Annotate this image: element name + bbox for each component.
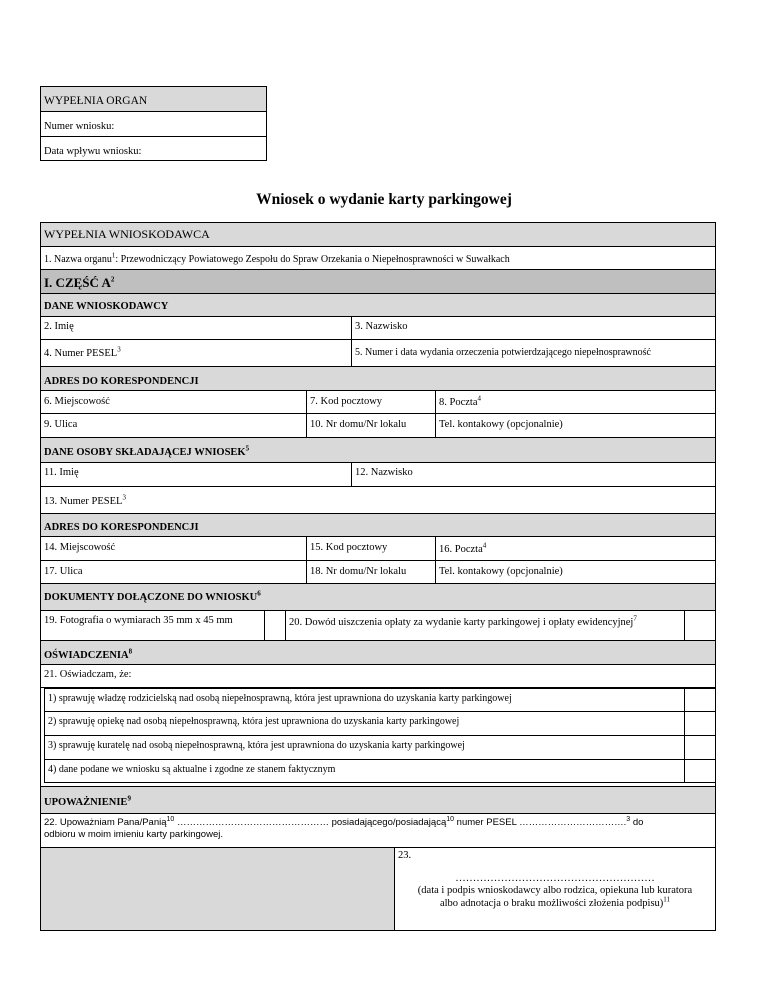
submitter-first-name-field[interactable]: 11. Imię: [40, 462, 352, 487]
address2-street-field[interactable]: 17. Ulica: [40, 560, 307, 584]
statement-checkbox-4[interactable]: [684, 759, 716, 783]
organ-box-header: WYPEŁNIA ORGAN: [40, 86, 267, 112]
applicant-fill-header: WYPEŁNIA WNIOSKODAWCA: [40, 222, 716, 247]
statement-checkbox-2[interactable]: [684, 711, 716, 736]
documents-header: DOKUMENTY DOŁĄCZONE DO WNIOSKU$^6$: [40, 583, 716, 611]
statement-checkbox-3[interactable]: [684, 735, 716, 760]
certificate-field[interactable]: 5. Numer i data wydania orzeczenia potwierdzającego niepełnosprawność: [351, 339, 716, 367]
authorization-text: 22. Upoważniam Pana/Panią$^{10}$ ………………………………………… posiadającego/posiadającą$^{10}$ numer PESEL …………………………….$^3$ do odbioru w moim imieniu karty parkingowej.: [40, 813, 716, 848]
statement-item: 3) sprawuję kuratelę nad osobą niepełnosprawną, która jest uprawniona do uzyskania karty parkingowej: [44, 735, 685, 760]
applicant-pesel-field[interactable]: 4. Numer PESEL$^3$: [40, 339, 352, 367]
photo-document-checkbox[interactable]: [264, 610, 286, 641]
statements-header: OŚWIADCZENIA$^8$: [40, 640, 716, 665]
request-number-field[interactable]: Numer wniosku:: [40, 111, 267, 137]
applicant-data-header: DANE WNIOSKODAWCY: [40, 293, 716, 317]
photo-document-label: 19. Fotografia o wymiarach 35 mm x 45 mm: [40, 610, 265, 641]
address1-city-field[interactable]: 6. Miejscowość: [40, 390, 307, 414]
applicant-last-name-field[interactable]: 3. Nazwisko: [351, 316, 716, 340]
address1-house-number-field[interactable]: 10. Nr domu/Nr lokalu: [306, 413, 436, 438]
address2-post-field[interactable]: 16. Poczta$^4$: [435, 536, 716, 561]
statement-item: 2) sprawuję opiekę nad osobą niepełnosprawną, która jest uprawniona do uzyskania karty parkingowej: [44, 711, 685, 736]
address2-header: ADRES DO KORESPONDENCJI: [40, 513, 716, 537]
authority-name-field: 1. Nazwa organu$^1$: Przewodniczący Powiatowego Zespołu do Spraw Orzekania o Niepełnosprawności w Suwałkach: [40, 246, 716, 270]
receipt-date-field[interactable]: Data wpływu wniosku:: [40, 136, 267, 161]
signature-caption-line2: albo adnotacja o braku możliwości złożenia podpisu)$^{11}$: [439, 895, 671, 909]
address1-phone-field[interactable]: Tel. kontakowy (opcjonalnie): [435, 413, 716, 438]
address2-city-field[interactable]: 14. Miejscowość: [40, 536, 307, 561]
part-a-header: I. CZĘŚĆ $A^2$: [40, 269, 716, 294]
signature-gray-area: [40, 847, 395, 931]
address1-post-field[interactable]: 8. Poczta$^4$: [435, 390, 716, 414]
signature-field[interactable]: [394, 847, 716, 931]
fee-document-checkbox[interactable]: [684, 610, 716, 641]
statements-intro: 21. Oświadczam, że:: [40, 664, 716, 688]
address1-header: ADRES DO KORESPONDENCJI: [40, 366, 716, 391]
authorization-header: UPOWAŻNIENIE$^9$: [40, 786, 716, 814]
signature-number: 23.: [398, 850, 412, 861]
submitter-header: DANE OSOBY SKŁADAJĄCEJ WNIOSEK$^5$: [40, 437, 716, 463]
address2-house-number-field[interactable]: 18. Nr domu/Nr lokalu: [306, 560, 436, 584]
signature-caption-line1: (data i podpis wnioskodawcy albo rodzica, opiekuna lub kuratora: [417, 885, 693, 897]
page-title: Wniosek o wydanie karty parkingowej: [256, 191, 512, 208]
statement-item: 4) dane podane we wniosku są aktualne i zgodne ze stanem faktycznym: [44, 759, 685, 783]
statement-item: 1) sprawuję władzę rodzicielską nad osobą niepełnosprawną, która jest uprawniona do uzyskania karty parkingowej: [44, 688, 685, 712]
address2-postal-code-field[interactable]: 15. Kod pocztowy: [306, 536, 436, 561]
address2-phone-field[interactable]: Tel. kontakowy (opcjonalnie): [435, 560, 716, 584]
submitter-last-name-field[interactable]: 12. Nazwisko: [351, 462, 716, 487]
address1-postal-code-field[interactable]: 7. Kod pocztowy: [306, 390, 436, 414]
address1-street-field[interactable]: 9. Ulica: [40, 413, 307, 438]
fee-document-label: 20. Dowód uiszczenia opłaty za wydanie karty parkingowej i opłaty ewidencyjnej$^7$: [285, 610, 685, 641]
submitter-pesel-field[interactable]: 13. Numer PESEL$^3$: [40, 486, 716, 514]
applicant-first-name-field[interactable]: 2. Imię: [40, 316, 352, 340]
signature-dots: …………………………………………………: [455, 872, 655, 884]
statement-checkbox-1[interactable]: [684, 688, 716, 712]
